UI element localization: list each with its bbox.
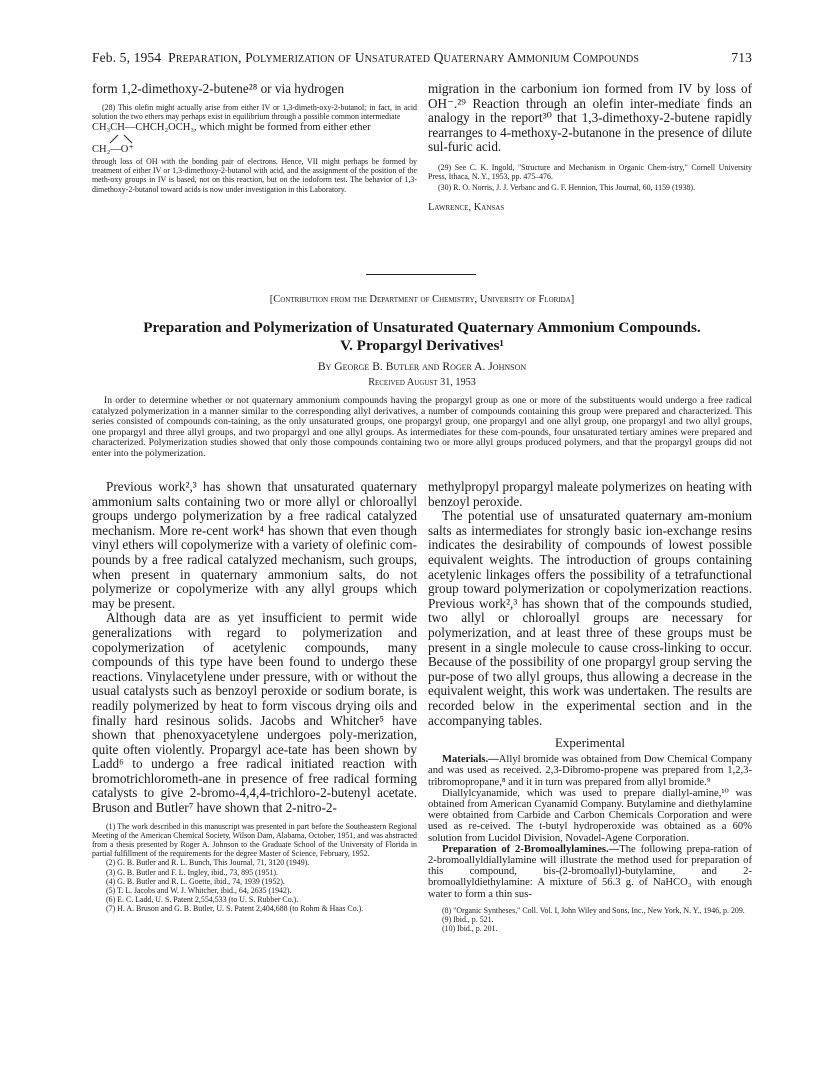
header-title: Preparation, Polymerization of Unsaturated Quaternary Ammonium Compounds xyxy=(168,50,640,65)
footnote-28-part2: through loss of OH with the bonding pair of electrons. Hence, VII might perhaps be formed by treatment of either IV or 1,3-dimethoxy-2-butanol with acid, and the assignment of the position of the meth-oxy groups in IV is based, not on this reaction, but on the iodoform test. The behavior of 1,3-dimethoxy-2-butanol toward acids is now under investigation in this Laboratory. xyxy=(92,157,417,194)
continued-text: form 1,2-dimethoxy-2-butene²⁸ or via hydrogen xyxy=(92,81,345,96)
footnotes-right xyxy=(428,906,752,934)
footnote-28-part1: (28) This olefin might actually arise from either IV or 1,3-dimeth-oxy-2-butanol; in fact, in acid solution the two ethers may perhaps exist in equilibrium through a possible common intermediate xyxy=(92,102,417,121)
running-header xyxy=(92,50,752,66)
footnote-29: (29) See C. K. Ingold, "Structure and Mechanism in Organic Chem-istry," Cornell University Press, Ithaca, N. Y., 1953, pp. 475–476. xyxy=(428,162,752,182)
received-line: Received August 31, 1953 xyxy=(368,377,476,388)
body-right-column xyxy=(428,480,752,933)
experimental-heading: Experimental xyxy=(554,735,626,751)
materials-text: Allyl bromide was obtained from Dow Chemical Company and was used as received. 2,3-Dibromo-propene was prepared from 1,2,3-tribromopropane,⁸ and it in turn was prepared from allyl bromide.⁹ xyxy=(428,754,752,788)
footnote-30: (30) R. O. Norris, J. J. Verbanc and G. F. Hennion, This Journal, 60, 1159 (1938). xyxy=(438,183,695,193)
footnote-9: (9) Ibid., p. 521. xyxy=(442,914,494,924)
article-title-line1: Preparation and Polymerization of Unsaturated Quaternary Ammonium Compounds. xyxy=(143,319,701,336)
footnote-8: (8) "Organic Syntheses," Coll. Vol. I, John Wiley and Sons, Inc., New York, N. Y., 1946, p. 209. xyxy=(442,905,745,915)
preparation-text: The following prepa-ration of 2-bromoallyldiallylamine will illustrate the method used for preparation of this compound, bis-(2-bromoallyl)-butylamine, and 2-bromoallyldiethylamine: A mixture of 56.3 g. of NaHCO₃ with enough water to form a thin sus- xyxy=(428,843,753,900)
formula-bond-lines xyxy=(106,134,136,144)
continued-paragraph: migration in the carbonium ion formed from IV by loss of OH⁻.²⁹ Reaction through an olefin inter-mediate finds an analogy in the report³⁰ that 1,3-dimethoxy-2-butene rapidly rearranges to 4-methoxy-2-butanone in the presence of dilute sul-furic acid. xyxy=(428,81,752,155)
header-page-number: 713 xyxy=(731,50,752,65)
header-date: Feb. 5, 1954 xyxy=(92,50,162,65)
top-left-column xyxy=(92,82,417,194)
intro-paragraph-1: Previous work²,³ has shown that unsaturated quaternary ammonium salts containing two or more allyl or chloroallyl groups undergo polymerization by a free radical catalyzed mechanism. More re-cent work⁴ has shown that even though vinyl ethers will copolymerize with a variety of olefinic com-pounds by a free radical catalyzed mechanism, such groups, when present in quaternary ammonium salts, do not polymerize or copolymerize with any allyl groups which may be present. xyxy=(92,479,417,611)
preparation-paragraph xyxy=(428,844,752,900)
preparation-heading: Preparation of 2-Bromoallylamines.— xyxy=(442,843,620,855)
motivation-paragraph: The potential use of unsaturated quaternary am-monium salts as intermediates for strongly basic ion-exchange resins indicates the desirability of compounds of lowest possible equivalent weights. The introduction of groups containing acetylenic linkages offers the possibility of a tetrafunctional group toward polymerization or copolymerization reactions. Previous work²,³ has shown that of the compounds studied, two allyl or chloroallyl groups are necessary for polymerization, and at least three of these groups must be present in a single molecule to cause cross-linking to occur. Because of the possibility of one propargyl group serving the pur-pose of two allyl groups, thus allowing a decrease in the equivalent weight, this work was undertaken. The results are recorded below in the experimental section and in the accompanying tables. xyxy=(428,508,752,728)
continued-paragraph-right: methylpropyl propargyl maleate polymerizes on heating with benzoyl peroxide. xyxy=(428,479,752,509)
authors-line: By George B. Butler and Roger A. Johnson xyxy=(317,360,527,373)
body-left-column xyxy=(92,480,417,914)
footnote-7: (7) H. A. Bruson and G. B. Butler, U. S. Patent 2,404,688 (to Rohm & Haas Co.). xyxy=(106,904,364,914)
abstract: In order to determine whether or not quaternary ammonium compounds having the propargyl group as one or more of the substituents would undergo a free radical catalyzed polymerization in a manner similar to the corresponding allyl derivatives, a number of compounds containing this group were prepared and characterized. This series consisted of compounds con-taining, as the only unsaturated groups, one propargyl group, one propargyl and one allyl group, one propargyl and two allyl groups, one propargyl and three allyl groups, and two propargyl and one allyl groups. As intermediates for these com-pounds, four unsaturated tertiary amines were prepared and characterized. Polymerization studies showed that only those compounds containing two or more allyl groups produced polymers, and that the propargyl groups did not enter into the polymerization. xyxy=(92,395,752,459)
chemical-formula xyxy=(92,122,417,156)
article-title-line2: V. Propargyl Derivatives¹ xyxy=(340,337,504,354)
article-separator-rule xyxy=(366,274,476,275)
footnote-2: (2) G. B. Butler and R. L. Bunch, This Journal, 71, 3120 (1949). xyxy=(106,858,310,868)
materials-paragraph xyxy=(428,754,752,788)
footnotes-left xyxy=(92,822,417,914)
footnote-1: (1) The work described in this manuscript was presented in part before the Southeastern Regional Meeting of the American Chemical Society, Wilson Dam, Alabama, October, 1951, and was abstracted from a thesis presented by Roger A. Johnson to the Graduate School of the University of Florida in partial fulfillment of the requirements for the degree Master of Science, February, 1952. xyxy=(92,821,417,859)
formula-bottom-line: CH₂—O⁺ xyxy=(92,144,134,155)
intro-paragraph-2: Although data are as yet insufficient to permit wide generalizations with regard to polymerization and copolymerization of acetylenic compounds, many compounds of this type have been found to undergo these reactions. Vinylacetylene under pressure, with or without the usual catalysts such as benzoyl peroxide or sodium borate, is readily polymerized by heat to form viscous drying oils and finally hard resinous solids. Jacobs and Whitcher⁵ have shown that phenoxyacetylene undergoes poly-merization, quite often violently. Propargyl ace-tate has been shown by Ladd⁶ to undergo a free radical initiated reaction with bromotrichlorometh-ane in presence of free radical forming catalysts to give 2-bromo-4,4,4-trichloro-2-butenyl acetate. Bruson and Butler⁷ have shown that 2-nitro-2- xyxy=(92,610,417,816)
footnote-10: (10) Ibid., p. 201. xyxy=(442,924,498,934)
place-line: Lawrence, Kansas xyxy=(428,201,505,213)
footnote-3: (3) G. B. Butler and F. L. Ingley, ibid., 73, 895 (1951). xyxy=(106,867,278,877)
formula-top-line: CH₃CH—CHCH₂OCH₃, which might be formed from either ether xyxy=(92,122,371,133)
diallyl-paragraph: Diallylcyanamide, which was used to prepare diallyl-amine,¹⁰ was obtained from American Cyanamid Company. Butylamine and diethylamine were obtained from Carbide and Carbon Chemicals Corporation and were used as re-ceived. The t-butyl hydroperoxide was obtained as a 60% solution from Lucidol Division, Novadel-Agene Corporation. xyxy=(428,787,752,844)
contribution-line: [Contribution from the Department of Chemistry, University of Florida] xyxy=(269,294,575,305)
footnote-5: (5) T. L. Jacobs and W. J. Whitcher, ibid., 64, 2635 (1942). xyxy=(106,886,292,896)
footnote-4: (4) G. B. Butler and R. L. Goette, ibid., 74, 1939 (1952). xyxy=(106,876,285,886)
footnote-6: (6) E. C. Ladd, U. S. Patent 2,554,533 (to U. S. Rubber Co.). xyxy=(106,895,299,905)
top-right-column xyxy=(428,82,752,213)
materials-heading: Materials.— xyxy=(442,754,499,766)
